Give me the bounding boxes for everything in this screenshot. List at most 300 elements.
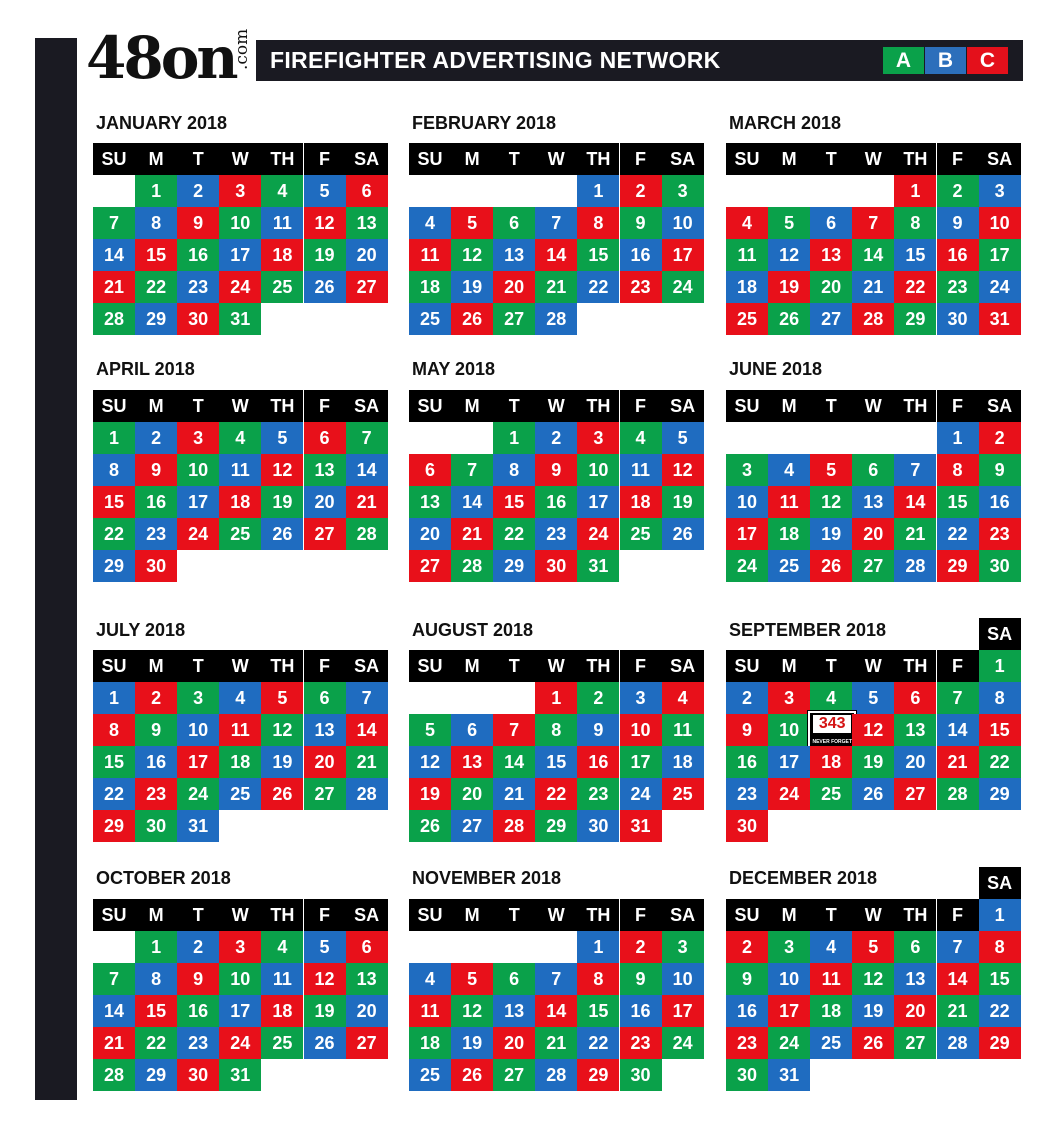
calendar-day[interactable]: 3: [620, 682, 662, 714]
calendar-day[interactable]: 9: [577, 714, 619, 746]
calendar-day[interactable]: 14: [937, 963, 979, 995]
calendar-day[interactable]: 8: [135, 963, 177, 995]
calendar-day[interactable]: 3: [177, 682, 219, 714]
calendar-day[interactable]: 18: [810, 746, 852, 778]
calendar-day[interactable]: 23: [726, 778, 768, 810]
calendar-day[interactable]: 27: [810, 303, 852, 335]
calendar-day[interactable]: 30: [726, 810, 768, 842]
calendar-day[interactable]: 21: [451, 518, 493, 550]
calendar-day[interactable]: 25: [810, 1027, 852, 1059]
calendar-day[interactable]: 20: [304, 486, 346, 518]
calendar-day[interactable]: 4: [219, 422, 261, 454]
calendar-day[interactable]: 21: [535, 1027, 577, 1059]
calendar-day[interactable]: 1: [493, 422, 535, 454]
calendar-day[interactable]: 24: [979, 271, 1021, 303]
calendar-day[interactable]: 27: [451, 810, 493, 842]
calendar-day[interactable]: 10: [177, 454, 219, 486]
calendar-day[interactable]: 22: [577, 1027, 619, 1059]
calendar-day[interactable]: 18: [409, 271, 451, 303]
calendar-day[interactable]: 8: [93, 454, 135, 486]
calendar-day[interactable]: 26: [768, 303, 810, 335]
calendar-day[interactable]: 21: [93, 1027, 135, 1059]
calendar-day[interactable]: 7: [937, 682, 979, 714]
calendar-day[interactable]: 23: [620, 1027, 662, 1059]
calendar-day[interactable]: 22: [937, 518, 979, 550]
calendar-day[interactable]: 9: [135, 714, 177, 746]
calendar-day[interactable]: 25: [219, 778, 261, 810]
calendar-day[interactable]: 21: [937, 995, 979, 1027]
calendar-day[interactable]: 2: [577, 682, 619, 714]
calendar-day[interactable]: 15: [894, 239, 936, 271]
calendar-day[interactable]: 13: [409, 486, 451, 518]
calendar-day[interactable]: 19: [304, 995, 346, 1027]
calendar-day[interactable]: 7: [894, 454, 936, 486]
calendar-day[interactable]: 11: [768, 486, 810, 518]
calendar-day[interactable]: 23: [177, 271, 219, 303]
calendar-day[interactable]: 1: [577, 931, 619, 963]
calendar-day[interactable]: 31: [177, 810, 219, 842]
calendar-day[interactable]: 26: [304, 1027, 346, 1059]
calendar-day[interactable]: 12: [852, 714, 894, 746]
calendar-day[interactable]: 12: [409, 746, 451, 778]
calendar-day[interactable]: 4: [261, 175, 303, 207]
calendar-day[interactable]: 28: [937, 1027, 979, 1059]
calendar-day[interactable]: 5: [768, 207, 810, 239]
calendar-day[interactable]: 7: [852, 207, 894, 239]
calendar-day[interactable]: 8: [894, 207, 936, 239]
calendar-day[interactable]: 14: [93, 239, 135, 271]
calendar-day[interactable]: 16: [620, 239, 662, 271]
calendar-day[interactable]: 29: [577, 1059, 619, 1091]
calendar-day[interactable]: 4: [409, 207, 451, 239]
calendar-day[interactable]: 20: [810, 271, 852, 303]
calendar-day[interactable]: 31: [768, 1059, 810, 1091]
calendar-day[interactable]: 30: [177, 303, 219, 335]
calendar-day[interactable]: 31: [219, 1059, 261, 1091]
calendar-day[interactable]: 25: [620, 518, 662, 550]
calendar-day[interactable]: 24: [577, 518, 619, 550]
calendar-day[interactable]: 29: [93, 810, 135, 842]
calendar-day[interactable]: 11: [662, 714, 704, 746]
calendar-day[interactable]: 20: [894, 995, 936, 1027]
calendar-day[interactable]: 16: [135, 746, 177, 778]
calendar-day[interactable]: 24: [177, 518, 219, 550]
calendar-day[interactable]: 27: [346, 1027, 388, 1059]
calendar-day[interactable]: 11: [620, 454, 662, 486]
calendar-day[interactable]: 29: [135, 1059, 177, 1091]
calendar-day[interactable]: 15: [535, 746, 577, 778]
calendar-day[interactable]: 11: [726, 239, 768, 271]
calendar-day[interactable]: 19: [409, 778, 451, 810]
calendar-day[interactable]: 4: [261, 931, 303, 963]
calendar-day[interactable]: 18: [768, 518, 810, 550]
calendar-day[interactable]: 4: [810, 682, 852, 714]
calendar-day[interactable]: 15: [577, 239, 619, 271]
calendar-day[interactable]: 13: [493, 239, 535, 271]
calendar-day[interactable]: 21: [894, 518, 936, 550]
calendar-day[interactable]: 15: [93, 486, 135, 518]
calendar-day[interactable]: 20: [493, 271, 535, 303]
calendar-day[interactable]: 14: [93, 995, 135, 1027]
calendar-day[interactable]: 1: [535, 682, 577, 714]
calendar-day[interactable]: 11: [409, 995, 451, 1027]
calendar-day[interactable]: 22: [493, 518, 535, 550]
calendar-day[interactable]: 22: [535, 778, 577, 810]
calendar-day[interactable]: 16: [726, 746, 768, 778]
calendar-day[interactable]: 29: [937, 550, 979, 582]
calendar-day[interactable]: 2: [937, 175, 979, 207]
calendar-day[interactable]: 17: [662, 239, 704, 271]
calendar-day[interactable]: 24: [768, 778, 810, 810]
calendar-day[interactable]: 18: [219, 486, 261, 518]
calendar-day[interactable]: 7: [346, 422, 388, 454]
calendar-day[interactable]: 30: [620, 1059, 662, 1091]
calendar-day[interactable]: 7: [493, 714, 535, 746]
calendar-day[interactable]: 18: [810, 995, 852, 1027]
calendar-day[interactable]: 15: [577, 995, 619, 1027]
calendar-day[interactable]: 19: [261, 746, 303, 778]
calendar-day[interactable]: 29: [93, 550, 135, 582]
calendar-day[interactable]: 8: [979, 931, 1021, 963]
calendar-day[interactable]: 22: [979, 746, 1021, 778]
calendar-day[interactable]: 28: [535, 303, 577, 335]
calendar-day[interactable]: 19: [304, 239, 346, 271]
calendar-day[interactable]: 23: [177, 1027, 219, 1059]
calendar-day[interactable]: 23: [577, 778, 619, 810]
calendar-day[interactable]: 3: [979, 175, 1021, 207]
calendar-day[interactable]: 12: [768, 239, 810, 271]
calendar-day[interactable]: 6: [894, 682, 936, 714]
calendar-day[interactable]: 26: [409, 810, 451, 842]
calendar-day[interactable]: 25: [409, 303, 451, 335]
calendar-day[interactable]: 18: [261, 995, 303, 1027]
calendar-day[interactable]: 27: [304, 778, 346, 810]
calendar-day[interactable]: 30: [135, 810, 177, 842]
calendar-day[interactable]: 8: [93, 714, 135, 746]
calendar-day[interactable]: 4: [409, 963, 451, 995]
calendar-day[interactable]: 28: [346, 518, 388, 550]
calendar-day[interactable]: 27: [894, 778, 936, 810]
calendar-day[interactable]: 28: [937, 778, 979, 810]
calendar-day[interactable]: 30: [177, 1059, 219, 1091]
calendar-day[interactable]: 12: [451, 239, 493, 271]
calendar-day[interactable]: 29: [979, 778, 1021, 810]
calendar-day[interactable]: 15: [93, 746, 135, 778]
calendar-day[interactable]: 5: [304, 175, 346, 207]
calendar-day[interactable]: 7: [93, 207, 135, 239]
calendar-day[interactable]: 6: [304, 422, 346, 454]
calendar-day[interactable]: 17: [577, 486, 619, 518]
calendar-day[interactable]: 13: [304, 454, 346, 486]
calendar-day[interactable]: 1: [979, 650, 1021, 682]
calendar-day[interactable]: 31: [577, 550, 619, 582]
calendar-day[interactable]: 6: [493, 963, 535, 995]
calendar-day[interactable]: 28: [451, 550, 493, 582]
calendar-day[interactable]: 27: [493, 1059, 535, 1091]
calendar-day[interactable]: 20: [852, 518, 894, 550]
calendar-day[interactable]: 22: [93, 778, 135, 810]
calendar-day[interactable]: 28: [93, 303, 135, 335]
calendar-day[interactable]: 20: [304, 746, 346, 778]
calendar-day[interactable]: 21: [937, 746, 979, 778]
calendar-day[interactable]: 2: [135, 682, 177, 714]
calendar-day[interactable]: 26: [852, 778, 894, 810]
calendar-day[interactable]: 5: [662, 422, 704, 454]
calendar-day[interactable]: 3: [662, 175, 704, 207]
calendar-day[interactable]: 18: [261, 239, 303, 271]
calendar-day[interactable]: 24: [662, 271, 704, 303]
calendar-day[interactable]: 7: [451, 454, 493, 486]
calendar-day[interactable]: 14: [937, 714, 979, 746]
calendar-day[interactable]: 4: [219, 682, 261, 714]
calendar-day[interactable]: 17: [662, 995, 704, 1027]
calendar-day[interactable]: 10: [219, 963, 261, 995]
calendar-day[interactable]: 20: [346, 995, 388, 1027]
calendar-day[interactable]: 29: [493, 550, 535, 582]
calendar-day[interactable]: 29: [135, 303, 177, 335]
calendar-day[interactable]: 23: [726, 1027, 768, 1059]
calendar-day[interactable]: 14: [346, 714, 388, 746]
calendar-day[interactable]: 7: [93, 963, 135, 995]
calendar-day[interactable]: 30: [937, 303, 979, 335]
calendar-day[interactable]: 9: [620, 963, 662, 995]
calendar-day[interactable]: 25: [219, 518, 261, 550]
calendar-day[interactable]: 15: [135, 239, 177, 271]
calendar-day[interactable]: 26: [662, 518, 704, 550]
calendar-day[interactable]: 1: [894, 175, 936, 207]
calendar-day[interactable]: 6: [346, 931, 388, 963]
calendar-day[interactable]: 21: [535, 271, 577, 303]
calendar-day[interactable]: 4: [662, 682, 704, 714]
calendar-day[interactable]: 5: [810, 454, 852, 486]
calendar-day[interactable]: 12: [852, 963, 894, 995]
calendar-day[interactable]: 9: [620, 207, 662, 239]
calendar-day[interactable]: 24: [726, 550, 768, 582]
calendar-day[interactable]: 6: [304, 682, 346, 714]
calendar-day[interactable]: 1: [937, 422, 979, 454]
calendar-day[interactable]: 14: [451, 486, 493, 518]
calendar-day[interactable]: 5: [852, 931, 894, 963]
calendar-day[interactable]: 9: [726, 714, 768, 746]
calendar-day[interactable]: 3: [177, 422, 219, 454]
calendar-day[interactable]: 11: [261, 207, 303, 239]
calendar-day[interactable]: 22: [894, 271, 936, 303]
calendar-day[interactable]: 2: [726, 682, 768, 714]
calendar-day[interactable]: 1: [135, 931, 177, 963]
calendar-day[interactable]: 8: [493, 454, 535, 486]
calendar-day[interactable]: 5: [261, 422, 303, 454]
calendar-day[interactable]: 2: [726, 931, 768, 963]
calendar-day[interactable]: 11: [409, 239, 451, 271]
calendar-day[interactable]: 26: [852, 1027, 894, 1059]
calendar-day[interactable]: 7: [535, 207, 577, 239]
calendar-day[interactable]: 6: [852, 454, 894, 486]
calendar-day[interactable]: 28: [894, 550, 936, 582]
calendar-day[interactable]: 18: [726, 271, 768, 303]
calendar-day[interactable]: 21: [93, 271, 135, 303]
calendar-day[interactable]: 26: [451, 303, 493, 335]
calendar-day[interactable]: 4: [726, 207, 768, 239]
calendar-day[interactable]: 10: [577, 454, 619, 486]
calendar-day[interactable]: 11: [810, 963, 852, 995]
calendar-day[interactable]: 25: [662, 778, 704, 810]
calendar-day[interactable]: 23: [937, 271, 979, 303]
calendar-day[interactable]: 21: [346, 746, 388, 778]
calendar-day[interactable]: 27: [409, 550, 451, 582]
calendar-day[interactable]: 16: [535, 486, 577, 518]
calendar-day[interactable]: 8: [135, 207, 177, 239]
calendar-day[interactable]: 26: [261, 778, 303, 810]
calendar-day[interactable]: 4: [768, 454, 810, 486]
calendar-day[interactable]: 2: [979, 422, 1021, 454]
calendar-day[interactable]: 17: [177, 746, 219, 778]
calendar-day[interactable]: 24: [768, 1027, 810, 1059]
calendar-day[interactable]: 28: [493, 810, 535, 842]
calendar-day[interactable]: 23: [135, 518, 177, 550]
calendar-day[interactable]: 2: [135, 422, 177, 454]
calendar-day[interactable]: 23: [135, 778, 177, 810]
calendar-day[interactable]: 13: [894, 714, 936, 746]
calendar-day[interactable]: 25: [261, 1027, 303, 1059]
calendar-day[interactable]: 19: [451, 271, 493, 303]
calendar-day[interactable]: 12: [261, 454, 303, 486]
calendar-day[interactable]: 12: [261, 714, 303, 746]
calendar-day[interactable]: 21: [346, 486, 388, 518]
calendar-day[interactable]: 18: [620, 486, 662, 518]
calendar-day[interactable]: 16: [726, 995, 768, 1027]
calendar-day[interactable]: 12: [304, 963, 346, 995]
calendar-day[interactable]: 1: [93, 422, 135, 454]
calendar-day[interactable]: 5: [304, 931, 346, 963]
calendar-day[interactable]: 22: [135, 271, 177, 303]
calendar-day[interactable]: 29: [979, 1027, 1021, 1059]
calendar-day[interactable]: 7: [535, 963, 577, 995]
calendar-day[interactable]: 25: [810, 778, 852, 810]
calendar-day[interactable]: 10: [768, 963, 810, 995]
calendar-day[interactable]: 14: [894, 486, 936, 518]
calendar-day[interactable]: 13: [451, 746, 493, 778]
calendar-day[interactable]: 5: [451, 963, 493, 995]
calendar-day[interactable]: 9: [535, 454, 577, 486]
calendar-day[interactable]: 12: [662, 454, 704, 486]
calendar-day[interactable]: 30: [979, 550, 1021, 582]
calendar-day[interactable]: 31: [620, 810, 662, 842]
calendar-day[interactable]: 28: [346, 778, 388, 810]
calendar-day[interactable]: 19: [451, 1027, 493, 1059]
calendar-day[interactable]: 13: [852, 486, 894, 518]
calendar-day[interactable]: 23: [535, 518, 577, 550]
calendar-day[interactable]: 22: [577, 271, 619, 303]
calendar-day[interactable]: 6: [810, 207, 852, 239]
calendar-day[interactable]: 31: [219, 303, 261, 335]
calendar-day[interactable]: 30: [535, 550, 577, 582]
calendar-day[interactable]: 22: [979, 995, 1021, 1027]
calendar-day[interactable]: 18: [662, 746, 704, 778]
calendar-day[interactable]: 5: [261, 682, 303, 714]
calendar-day[interactable]: 15: [979, 714, 1021, 746]
calendar-day[interactable]: 4: [620, 422, 662, 454]
calendar-day[interactable]: 26: [261, 518, 303, 550]
calendar-day[interactable]: 27: [346, 271, 388, 303]
calendar-day[interactable]: 24: [219, 1027, 261, 1059]
calendar-day[interactable]: 2: [177, 931, 219, 963]
calendar-day[interactable]: 16: [177, 239, 219, 271]
calendar-day[interactable]: 6: [409, 454, 451, 486]
calendar-day[interactable]: 22: [135, 1027, 177, 1059]
calendar-day[interactable]: 27: [894, 1027, 936, 1059]
calendar-day[interactable]: 8: [577, 207, 619, 239]
calendar-day[interactable]: 6: [451, 714, 493, 746]
calendar-day[interactable]: 11: [219, 714, 261, 746]
calendar-day[interactable]: 19: [768, 271, 810, 303]
calendar-day[interactable]: 16: [937, 239, 979, 271]
calendar-day[interactable]: 9: [937, 207, 979, 239]
calendar-day[interactable]: 1: [135, 175, 177, 207]
calendar-day[interactable]: 15: [937, 486, 979, 518]
calendar-day[interactable]: 10: [620, 714, 662, 746]
calendar-day[interactable]: 25: [768, 550, 810, 582]
calendar-day[interactable]: 11: [261, 963, 303, 995]
calendar-day[interactable]: 2: [535, 422, 577, 454]
calendar-day[interactable]: 21: [493, 778, 535, 810]
calendar-day[interactable]: 19: [662, 486, 704, 518]
calendar-day[interactable]: 18: [409, 1027, 451, 1059]
calendar-day[interactable]: 28: [852, 303, 894, 335]
calendar-day[interactable]: 1: [93, 682, 135, 714]
calendar-day[interactable]: 17: [219, 995, 261, 1027]
calendar-day[interactable]: 26: [451, 1059, 493, 1091]
calendar-day[interactable]: 17: [979, 239, 1021, 271]
calendar-day[interactable]: 26: [304, 271, 346, 303]
calendar-day[interactable]: 17: [620, 746, 662, 778]
calendar-day[interactable]: 2: [620, 931, 662, 963]
calendar-day[interactable]: 25: [261, 271, 303, 303]
calendar-day[interactable]: 29: [894, 303, 936, 335]
calendar-day[interactable]: [810, 714, 852, 746]
calendar-day[interactable]: 24: [662, 1027, 704, 1059]
calendar-day[interactable]: 10: [726, 486, 768, 518]
calendar-day[interactable]: 9: [135, 454, 177, 486]
calendar-day[interactable]: 19: [852, 746, 894, 778]
calendar-day[interactable]: 19: [261, 486, 303, 518]
calendar-day[interactable]: 8: [937, 454, 979, 486]
calendar-day[interactable]: 14: [535, 239, 577, 271]
calendar-day[interactable]: 14: [346, 454, 388, 486]
calendar-day[interactable]: 24: [219, 271, 261, 303]
calendar-day[interactable]: 19: [852, 995, 894, 1027]
calendar-day[interactable]: 16: [979, 486, 1021, 518]
calendar-day[interactable]: 6: [346, 175, 388, 207]
calendar-day[interactable]: 8: [535, 714, 577, 746]
calendar-day[interactable]: 5: [409, 714, 451, 746]
calendar-day[interactable]: 18: [219, 746, 261, 778]
calendar-day[interactable]: 4: [810, 931, 852, 963]
calendar-day[interactable]: 7: [937, 931, 979, 963]
calendar-day[interactable]: 12: [451, 995, 493, 1027]
calendar-day[interactable]: 26: [810, 550, 852, 582]
calendar-day[interactable]: 13: [346, 963, 388, 995]
calendar-day[interactable]: 10: [219, 207, 261, 239]
calendar-day[interactable]: 16: [577, 746, 619, 778]
calendar-day[interactable]: 10: [768, 714, 810, 746]
calendar-day[interactable]: 27: [304, 518, 346, 550]
calendar-day[interactable]: 17: [768, 995, 810, 1027]
calendar-day[interactable]: 3: [219, 931, 261, 963]
calendar-day[interactable]: 9: [726, 963, 768, 995]
calendar-day[interactable]: 1: [577, 175, 619, 207]
calendar-day[interactable]: 5: [852, 682, 894, 714]
calendar-day[interactable]: 23: [620, 271, 662, 303]
